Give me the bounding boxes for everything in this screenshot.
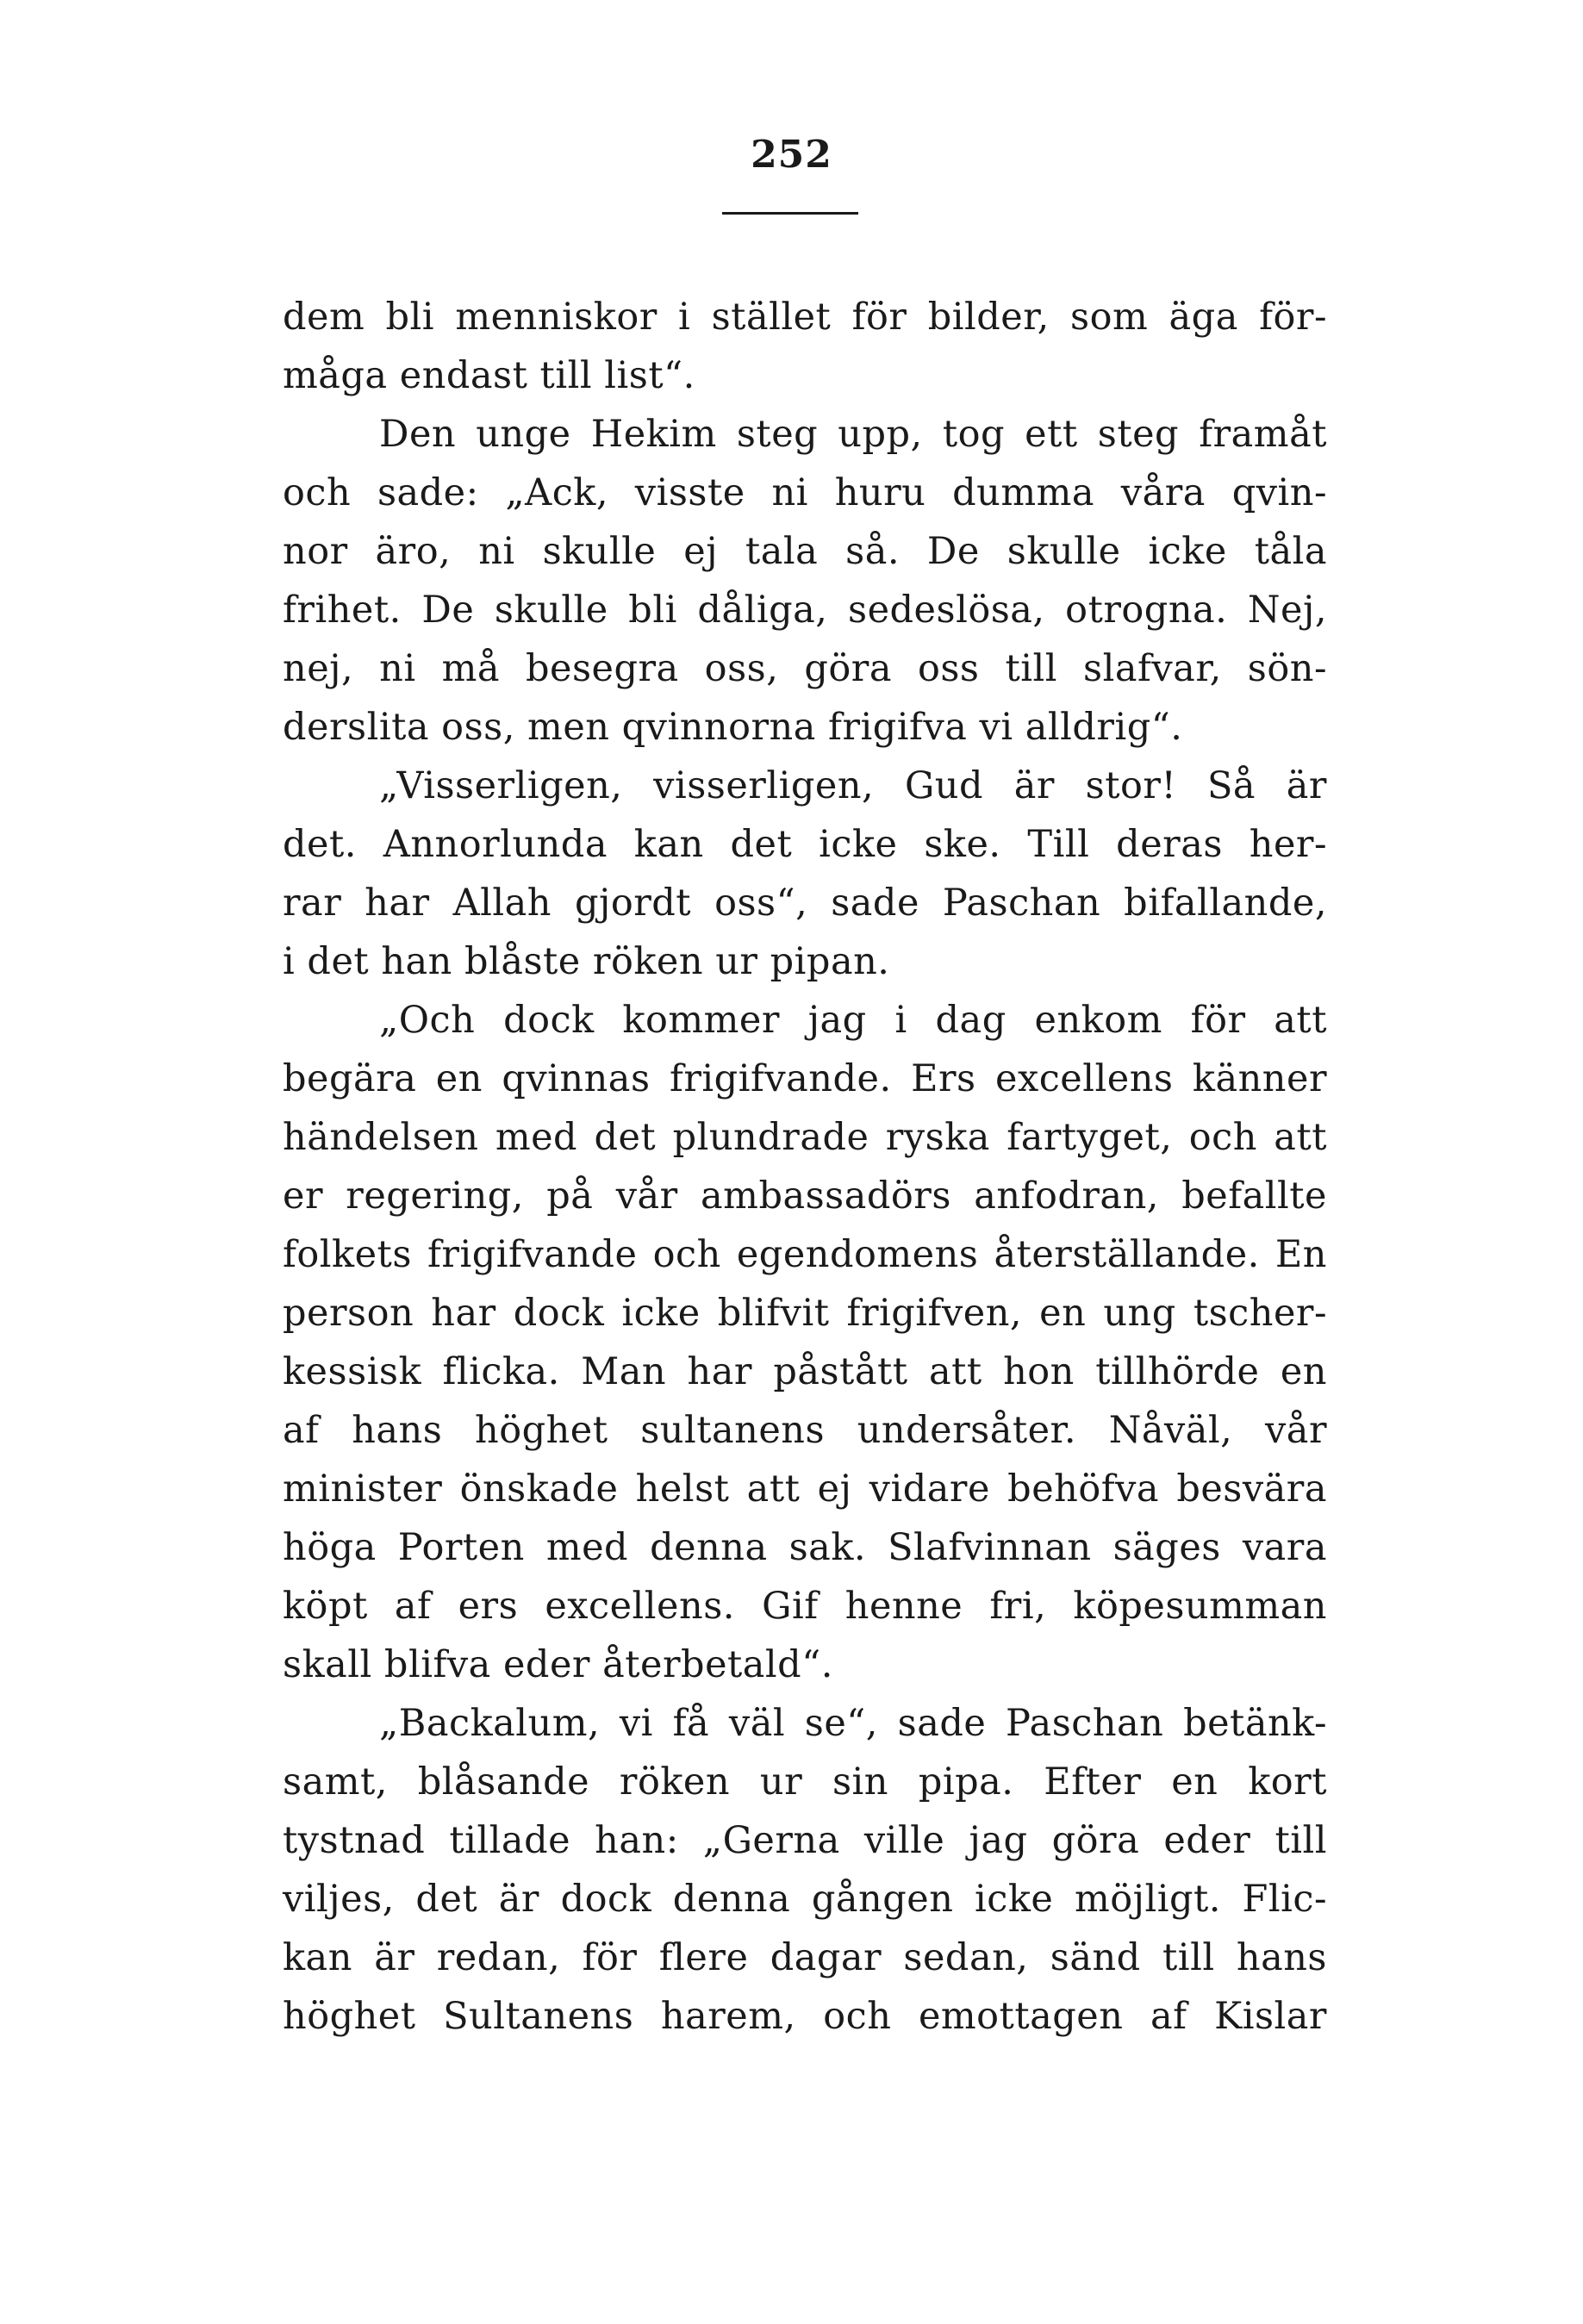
text-line: minister önskade helst att ej vidare behöfva besvära <box>283 1467 1327 1511</box>
text-line: och sade: „Ack, visste ni huru dumma våra qvin- <box>283 471 1327 514</box>
text-line: viljes, det är dock denna gången icke möjligt. Flic- <box>283 1878 1327 1921</box>
text-line: dem bli menniskor i stället för bilder, som äga för- <box>283 296 1327 339</box>
text-line: af hans höghet sultanens undersåter. Nåväl, vår <box>283 1409 1327 1452</box>
text-line: kan är redan, för flere dagar sedan, sänd till hans <box>283 1936 1327 1979</box>
text-line: begära en qvinnas frigifvande. Ers excellens känner <box>283 1057 1327 1100</box>
text-line: person har dock icke blifvit frigifven, en ung tscher- <box>283 1292 1327 1335</box>
text-line: nor äro, ni skulle ej tala så. De skulle icke tåla <box>283 530 1327 573</box>
text-line: rar har Allah gjordt oss“, sade Paschan bifallande, <box>283 882 1327 925</box>
text-line: derslita oss, men qvinnorna frigifva vi alldrig“. <box>283 706 1183 749</box>
text-line: er regering, på vår ambassadörs anfodran, befallte <box>283 1174 1327 1218</box>
body-text <box>283 288 1327 2046</box>
text-line: „Backalum, vi få väl se“, sade Paschan betänk- <box>379 1702 1327 1745</box>
text-line: det. Annorlunda kan det icke ske. Till deras her- <box>283 823 1327 866</box>
text-line: samt, blåsande röken ur sin pipa. Efter en kort <box>283 1760 1327 1804</box>
text-line: måga endast till list“. <box>283 354 695 397</box>
text-line: Den unge Hekim steg upp, tog ett steg framåt <box>379 413 1327 456</box>
text-line: folkets frigifvande och egendomens återställande. En <box>283 1233 1327 1276</box>
text-line: i det han blåste röken ur pipan. <box>283 940 890 983</box>
text-line: höga Porten med denna sak. Slafvinnan säges vara <box>283 1526 1327 1569</box>
text-line: frihet. De skulle bli dåliga, sedeslösa, otrogna. Nej, <box>283 589 1327 632</box>
text-line: händelsen med det plundrade ryska fartyget, och att <box>283 1116 1327 1159</box>
text-line: köpt af ers excellens. Gif henne fri, köpesumman <box>283 1585 1327 1628</box>
text-line: kessisk flicka. Man har påstått att hon tillhörde en <box>283 1350 1327 1393</box>
page-number: 252 <box>751 133 832 177</box>
text-line: tystnad tillade han: „Gerna ville jag göra eder till <box>283 1819 1327 1862</box>
text-line: „Och dock kommer jag i dag enkom för att <box>379 999 1327 1042</box>
text-line: nej, ni må besegra oss, göra oss till slafvar, sön- <box>283 647 1327 690</box>
text-line: „Visserligen, visserligen, Gud är stor! Så är <box>379 764 1327 807</box>
text-line: höghet Sultanens harem, och emottagen af Kislar <box>283 1995 1327 2038</box>
header-rule <box>722 212 858 215</box>
text-line: skall blifva eder återbetald“. <box>283 1643 833 1686</box>
